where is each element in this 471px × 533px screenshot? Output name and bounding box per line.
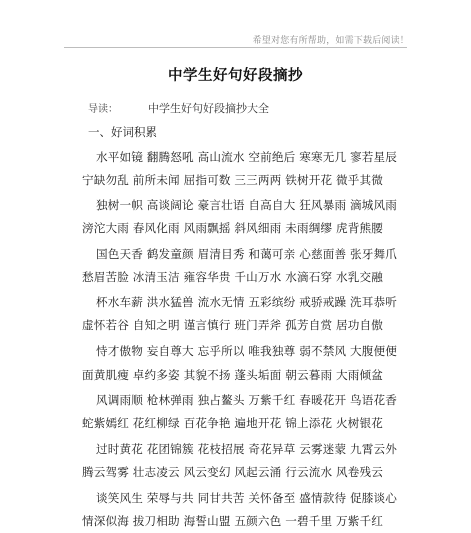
- document-title: 中学生好句好段摘抄: [168, 68, 303, 84]
- vocab-line-2: 宁缺勿乱 前所未闻 屈指可数 三三两两 铁树开花 微乎其微: [82, 173, 384, 187]
- page-header: [0, 0, 471, 52]
- vocab-line-13: 过时黄花 花团锦簇 花枝招展 奇花异草 云雾迷蒙 九霄云外: [96, 442, 398, 456]
- vocab-line-12: 蛇紫嫣红 花红柳绿 百花争艳 遍地开花 锦上添花 火树银花: [82, 416, 384, 430]
- vocab-line-5: 国色天香 鹤发童颜 眉清目秀 和蔼可亲 心慈面善 张牙舞爪: [96, 247, 398, 261]
- guide-label: 导读：: [88, 104, 118, 115]
- download-banner: 希望对您有所帮助，如需下载后阅读！: [252, 36, 409, 46]
- vocab-line-6: 愁眉苦脸 冰清玉洁 雍容华贵 千山万水 水滴石穿 水乳交融: [82, 270, 384, 284]
- vocab-line-15: 谈笑风生 荣辱与共 同甘共苦 关怀备至 盛情款待 促膝谈心: [96, 491, 398, 505]
- guide-text: 中学生好句好段摘抄大全: [148, 102, 269, 115]
- vocab-line-16: 情深似海 拔刀相助 海誓山盟 五颜六色 一碧千里 万紫千红: [82, 514, 384, 528]
- vocab-line-1: 水平如镜 翻腾怒吼 高山流水 空前绝后 寒寒无几 寥若星辰: [96, 150, 398, 164]
- vocab-line-8: 虚怀若谷 自知之明 谨言慎行 班门弄斧 孤芳自赏 居功自傲: [82, 318, 384, 332]
- vocab-line-3: 独树一帜 高谈阔论 豪言壮语 自高自大 狂风暴雨 滴城风雨: [96, 198, 398, 212]
- header-divider: [64, 47, 407, 48]
- section-heading: 一、好词积累: [88, 125, 157, 139]
- vocab-line-9: 恃才傲物 妄自尊大 忘乎所以 唯我独尊 弱不禁风 大腹便便: [96, 344, 398, 358]
- vocab-line-14: 腾云驾雾 壮志凌云 风云变幻 风起云涌 行云流水 风卷残云: [82, 465, 384, 479]
- guide-line: [88, 100, 269, 116]
- vocab-line-10: 面黄肌瘦 卓约多姿 其貌不扬 蓬头垢面 朝云暮雨 大雨倾盆: [82, 368, 384, 382]
- vocab-line-7: 杯水车薪 洪水猛兽 流水无情 五彩缤纷 戒骄戒躁 洗耳恭听: [96, 295, 398, 309]
- vocab-line-11: 风调雨顺 枪林弹雨 独占鳌头 万紫千红 春暖花开 鸟语花香: [96, 393, 398, 407]
- vocab-line-4: 滂沱大雨 春风化雨 风雨飘摇 斜风细雨 未雨绸缪 虎背熊腰: [82, 221, 384, 235]
